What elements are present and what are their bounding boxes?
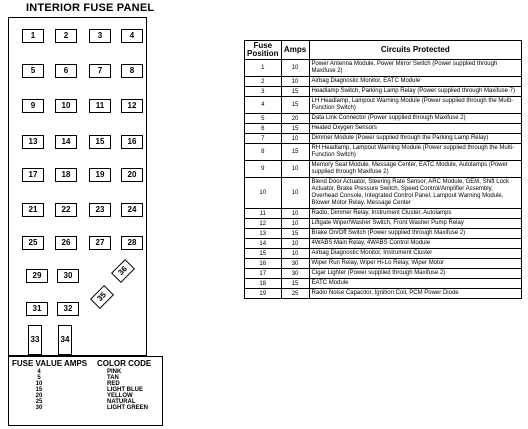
table-row — [245, 97, 522, 114]
table-row — [245, 289, 522, 299]
fuse-28: 28 — [121, 236, 143, 250]
circuits-cell: EATC Module — [309, 279, 521, 289]
fuse-position-cell: 2 — [245, 77, 282, 87]
fuse-position-cell: 11 — [245, 209, 282, 219]
circuits-cell: Airbag Diagnostic Monitor, EATC Module — [309, 77, 521, 87]
legend-color-value: LIGHT GREEN — [107, 405, 149, 411]
fuse-position-cell: 4 — [245, 97, 282, 114]
table-row — [245, 269, 522, 279]
circuits-cell: Radio Noise Capacitor, Ignition Coil, PCM Power Diode — [309, 289, 521, 299]
circuits-cell: Cigar Lighter (Power supplied through Maxifuse 2) — [309, 269, 521, 279]
fuse-position-cell: 17 — [245, 269, 282, 279]
fuse-position-cell: 5 — [245, 114, 282, 124]
table-row — [245, 114, 522, 124]
fuse-position-cell: 1 — [245, 60, 282, 77]
fuse-32: 32 — [57, 302, 79, 316]
legend-color-value: LIGHT BLUE — [107, 387, 143, 393]
amps-cell: 15 — [281, 124, 309, 134]
table-row — [245, 249, 522, 259]
header-amps: Amps — [281, 41, 309, 60]
table-row — [245, 229, 522, 239]
fuse-8: 8 — [121, 64, 143, 78]
table-row — [245, 161, 522, 178]
fuse-16: 16 — [121, 135, 143, 149]
amps-cell: 30 — [281, 269, 309, 279]
table-row — [245, 124, 522, 134]
fuse-31: 31 — [26, 302, 48, 316]
fuse-21: 21 — [22, 203, 44, 217]
fuse-30: 30 — [57, 269, 79, 283]
amps-cell: 10 — [281, 161, 309, 178]
legend-color-value: NATURAL — [107, 399, 136, 405]
fuse-9: 9 — [22, 99, 44, 113]
legend-amp-value: 20 — [35, 393, 43, 399]
circuits-cell: Wiper Run Relay, Wiper Hi-Lo Relay, Wiper Motor — [309, 259, 521, 269]
amps-cell: 10 — [281, 178, 309, 209]
fuse-20: 20 — [121, 168, 143, 182]
table-row — [245, 60, 522, 77]
circuits-cell: LH Headlamp, Lampout Warning Module (Power supplied through the Multi-Function Switch) — [309, 97, 521, 114]
legend-amp-value: 15 — [35, 387, 43, 393]
fuse-position-cell: 18 — [245, 279, 282, 289]
table-row — [245, 134, 522, 144]
fuse-27: 27 — [89, 236, 111, 250]
table-row — [245, 87, 522, 97]
amps-cell: 10 — [281, 249, 309, 259]
circuits-table — [244, 40, 522, 299]
legend-amp-value: 4 — [37, 369, 41, 375]
fuse-14: 14 — [55, 135, 77, 149]
amps-cell: 30 — [281, 259, 309, 269]
legend-amps-column — [9, 369, 69, 411]
legend-header-color: COLOR CODE — [97, 359, 152, 368]
fuse-18: 18 — [55, 168, 77, 182]
fuse-2: 2 — [55, 29, 77, 43]
legend-color-value: RED — [107, 381, 120, 387]
amps-cell: 10 — [281, 60, 309, 77]
legend-amp-value: 10 — [35, 381, 43, 387]
fuse-1: 1 — [22, 29, 44, 43]
circuits-cell: Data Link Connector (Power supplied through Maxifuse 2) — [309, 114, 521, 124]
fuse-5: 5 — [22, 64, 44, 78]
table-row — [245, 239, 522, 249]
fuse-15: 15 — [89, 135, 111, 149]
amps-cell: 15 — [281, 97, 309, 114]
circuits-cell: Dimmer Module (Power supplied through the Parking Lamp Relay) — [309, 134, 521, 144]
fuse-position-cell: 10 — [245, 178, 282, 209]
fuse-26: 26 — [55, 236, 77, 250]
circuits-cell: Brake On/Off Switch (Power supplied through Maxifuse 2) — [309, 229, 521, 239]
legend-color-value: PINK — [107, 369, 122, 375]
legend-amp-value: 30 — [35, 405, 43, 411]
circuits-cell: RH Headlamp, Lampout Warning Module (Power supplied through the Multi-Function Switch) — [309, 144, 521, 161]
fuse-position-cell: 19 — [245, 289, 282, 299]
circuits-cell: Airbag Diagnostic Monitor, Instrument Cluster — [309, 249, 521, 259]
circuits-cell: Heated Oxygen Sensors — [309, 124, 521, 134]
amps-cell: 15 — [281, 144, 309, 161]
circuits-cell: Headlamp Switch, Parking Lamp Relay (Power supplied through Maxifuse 7) — [309, 87, 521, 97]
fuse-legend — [8, 356, 163, 426]
circuits-cell: Blend Door Actuator, Steering Rate Sensor, ARC Module, GEM, Shift Lock Actuator, Brake Pressure Switch, Speed Control/Amplifier Assembly, Overhead Console, Integrated Control Panel, Lampout Warning Module, Blower Motor Relay, Message Center — [309, 178, 521, 209]
fuse-24: 24 — [121, 203, 143, 217]
fuse-34: 34 — [58, 325, 72, 355]
fuse-position-cell: 9 — [245, 161, 282, 178]
table-row — [245, 178, 522, 209]
table-row — [245, 77, 522, 87]
circuits-cell: Power Antenna Module, Power Mirror Switch (Power supplied through Maxifuse 2) — [309, 60, 521, 77]
fuse-12: 12 — [121, 99, 143, 113]
fuse-7: 7 — [89, 64, 111, 78]
circuits-cell: Memory Seat Module, Message Center, EATC Module, Autolamps (Power supplied through Maxifuse 2) — [309, 161, 521, 178]
amps-cell: 25 — [281, 289, 309, 299]
fuse-panel-diagram — [8, 17, 147, 356]
amps-cell: 15 — [281, 229, 309, 239]
amps-cell: 10 — [281, 219, 309, 229]
legend-amp-value: 5 — [37, 375, 41, 381]
amps-cell: 10 — [281, 77, 309, 87]
fuse-position-cell: 12 — [245, 219, 282, 229]
fuse-22: 22 — [55, 203, 77, 217]
table-row — [245, 279, 522, 289]
legend-header-amps: FUSE VALUE AMPS — [12, 359, 88, 368]
fuse-position-cell: 8 — [245, 144, 282, 161]
circuits-cell: Liftgate Wiper/Washer Switch, Front Washer Pump Relay — [309, 219, 521, 229]
fuse-position-cell: 16 — [245, 259, 282, 269]
legend-color-value: TAN — [107, 375, 119, 381]
legend-color-value: YELLOW — [107, 393, 133, 399]
fuse-29: 29 — [26, 269, 48, 283]
fuse-4: 4 — [121, 29, 143, 43]
fuse-35: 35 — [90, 285, 114, 309]
fuse-11: 11 — [89, 99, 111, 113]
table-row — [245, 209, 522, 219]
fuse-33: 33 — [28, 325, 42, 355]
header-fuse-position: Fuse Position — [245, 41, 282, 60]
amps-cell: 20 — [281, 114, 309, 124]
circuits-cell: 4WABS Main Relay, 4WABS Control Module — [309, 239, 521, 249]
fuse-25: 25 — [22, 236, 44, 250]
fuse-10: 10 — [55, 99, 77, 113]
legend-amp-value: 25 — [35, 399, 43, 405]
fuse-position-cell: 14 — [245, 239, 282, 249]
panel-title: INTERIOR FUSE PANEL — [26, 2, 155, 14]
fuse-19: 19 — [89, 168, 111, 182]
amps-cell: 15 — [281, 279, 309, 289]
fuse-6: 6 — [55, 64, 77, 78]
fuse-36: 36 — [111, 259, 135, 283]
legend-colors-column — [107, 369, 162, 411]
fuse-23: 23 — [89, 203, 111, 217]
header-circuits: Circuits Protected — [309, 41, 521, 60]
fuse-17: 17 — [22, 168, 44, 182]
amps-cell: 10 — [281, 209, 309, 219]
fuse-position-cell: 15 — [245, 249, 282, 259]
fuse-13: 13 — [22, 135, 44, 149]
table-row — [245, 259, 522, 269]
fuse-position-cell: 13 — [245, 229, 282, 239]
amps-cell: 10 — [281, 239, 309, 249]
fuse-position-cell: 3 — [245, 87, 282, 97]
fuse-position-cell: 6 — [245, 124, 282, 134]
fuse-position-cell: 7 — [245, 134, 282, 144]
fuse-3: 3 — [89, 29, 111, 43]
amps-cell: 10 — [281, 134, 309, 144]
table-row — [245, 219, 522, 229]
table-row — [245, 144, 522, 161]
circuits-cell: Radio, Dimmer Relay, Instrument Cluster, Autolamps — [309, 209, 521, 219]
amps-cell: 15 — [281, 87, 309, 97]
